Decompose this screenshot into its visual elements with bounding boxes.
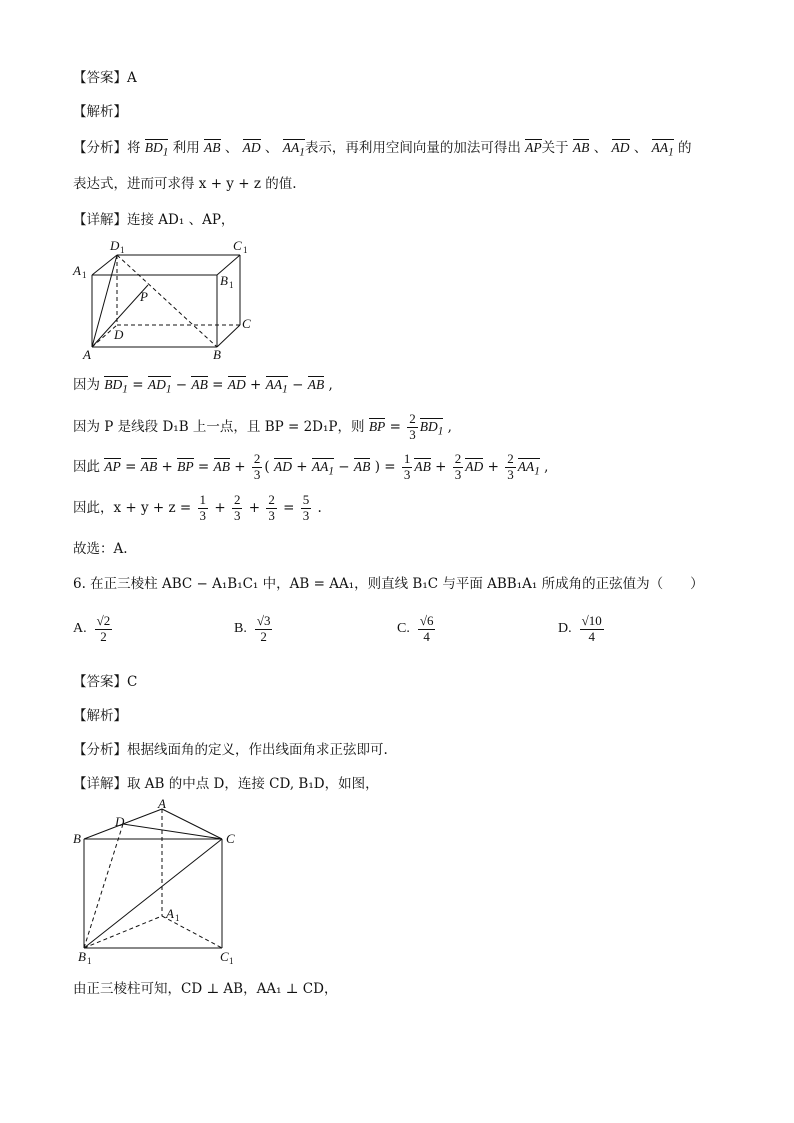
answer-tag: 【答案】 <box>73 674 127 690</box>
svg-text:C: C <box>242 316 251 331</box>
q6-fenxi-line <box>73 738 388 758</box>
fenxi-text: 的 <box>678 140 692 156</box>
because-text: 因为 <box>73 377 100 393</box>
answer-value: C <box>127 674 138 690</box>
svg-text:D: D <box>114 327 124 342</box>
svg-text:P: P <box>140 289 148 304</box>
svg-text:B: B <box>213 347 221 362</box>
svg-text:B: B <box>220 273 228 288</box>
option-num: √6 <box>419 613 434 628</box>
fenxi-text: 、 <box>264 140 279 156</box>
prism-figure <box>70 796 250 966</box>
option-a <box>73 614 114 645</box>
svg-text:1: 1 <box>120 245 125 255</box>
svg-text:B: B <box>73 831 81 846</box>
option-num: √10 <box>581 613 602 628</box>
svg-text:A: A <box>158 796 166 811</box>
option-b <box>234 614 274 645</box>
q5-because-p-line: 因为 P 是线段 D₁B 上一点，且 BP = 2D₁P，则 BP = $\frac{2}{3}$ $BD_1$ , <box>73 411 452 442</box>
fenxi-text: 、 <box>593 140 608 156</box>
q5-analysis-tag: 【解析】 <box>73 104 127 120</box>
option-label: D. <box>558 621 572 637</box>
sum-text: 因此，x + y + z = <box>73 499 192 516</box>
fenxi-tag: 【分析】 <box>73 140 127 156</box>
svg-text:1: 1 <box>87 956 92 966</box>
q5-answer-line <box>73 66 137 86</box>
svg-text:A: A <box>73 263 81 278</box>
q6-last-line: 由正三棱柱可知，CD ⊥ AB，AA₁ ⊥ CD， <box>73 981 338 997</box>
q6-analysis-tag: 【解析】 <box>73 708 127 724</box>
q5-therefore-line: 因此 AP = AB + BP = AB + $\frac{2}{3}$ ( AD + $AA_1$ − AB ) = $\frac{1}{3}$ AB + $\frac{2}{3}$ AD + $\frac{2}{3}$ $AA_1$ , <box>73 451 549 482</box>
svg-text:A: A <box>166 906 174 921</box>
answer-tag: 【答案】 <box>73 70 127 86</box>
svg-text:C: C <box>233 238 242 253</box>
xiangjie-text: 取 AB 的中点 D，连接 CD, B₁D，如图， <box>127 776 379 792</box>
svg-text:B: B <box>78 949 86 964</box>
fenxi-text: 根据线面角的定义，作出线面角求正弦即可. <box>127 742 388 758</box>
q5-sum-line: 因此，x + y + z = $\frac{1}{3}$ + $\frac{2}{3}$ + $\frac{2}{3}$ = $\frac{5}{3}$ . <box>73 492 322 523</box>
q6-stem: 6. 在正三棱柱 ABC − A₁B₁C₁ 中，AB = AA₁，则直线 B₁C 与平面 ABB₁A₁ 所成角的正弦值为（ ） <box>73 576 704 592</box>
q5-choose: 故选：A. <box>73 541 128 557</box>
q5-because-line: 因为 $BD_1 = AD_1$ − AB = AD + $AA_1$ − AB , <box>73 377 333 396</box>
q5-fenxi-line: 【分析】将 $BD_1$ 利用 AB 、 AD 、 $AA_1$表示，再利用空间向量的加法可得出 AP关于 AB 、 AD 、 $AA_1$ 的 <box>73 140 692 159</box>
svg-text:1: 1 <box>175 913 180 923</box>
option-label: A. <box>73 621 87 637</box>
svg-text:A: A <box>83 347 91 362</box>
fenxi-text: 、 <box>633 140 648 156</box>
q5-fenxi-line2: 表达式，进而可求得 x + y + z 的值. <box>73 176 297 192</box>
svg-text:C: C <box>226 831 235 846</box>
xiangjie-text: 连接 AD₁ 、AP， <box>127 212 235 228</box>
option-den: 2 <box>260 628 267 644</box>
fenxi-text: 、 <box>224 140 239 156</box>
q5-xiangjie-line <box>73 208 234 228</box>
option-num: √3 <box>256 613 271 628</box>
fenxi-text: 利用 <box>172 140 200 156</box>
svg-text:1: 1 <box>82 270 87 280</box>
option-label: B. <box>234 621 247 637</box>
because-p-text: 因为 P 是线段 D₁B 上一点，且 BP = 2D₁P，则 <box>73 418 365 435</box>
option-d <box>558 614 606 645</box>
option-num: √2 <box>96 613 111 628</box>
option-c <box>397 614 437 645</box>
q6-xiangjie-line <box>73 772 379 792</box>
svg-text:C: C <box>220 949 229 964</box>
answer-value: A <box>127 70 137 86</box>
option-den: 4 <box>423 628 430 644</box>
fenxi-text: 表示，再利用空间向量的加法可得出 <box>304 140 521 156</box>
svg-text:1: 1 <box>229 280 234 290</box>
cuboid-figure <box>70 235 270 365</box>
xiangjie-tag: 【详解】 <box>73 776 127 792</box>
xiangjie-tag: 【详解】 <box>73 212 127 228</box>
q6-answer-line <box>73 670 137 690</box>
option-den: 2 <box>100 628 107 644</box>
svg-text:1: 1 <box>229 956 234 966</box>
fenxi-text: 将 <box>127 140 141 156</box>
svg-text:D: D <box>115 814 125 829</box>
option-label: C. <box>397 621 410 637</box>
fenxi-text: 关于 <box>541 140 569 156</box>
therefore-text: 因此 <box>73 458 100 475</box>
svg-text:1: 1 <box>243 245 248 255</box>
fenxi-tag: 【分析】 <box>73 742 127 758</box>
svg-text:D: D <box>110 238 120 253</box>
option-den: 4 <box>588 628 595 644</box>
